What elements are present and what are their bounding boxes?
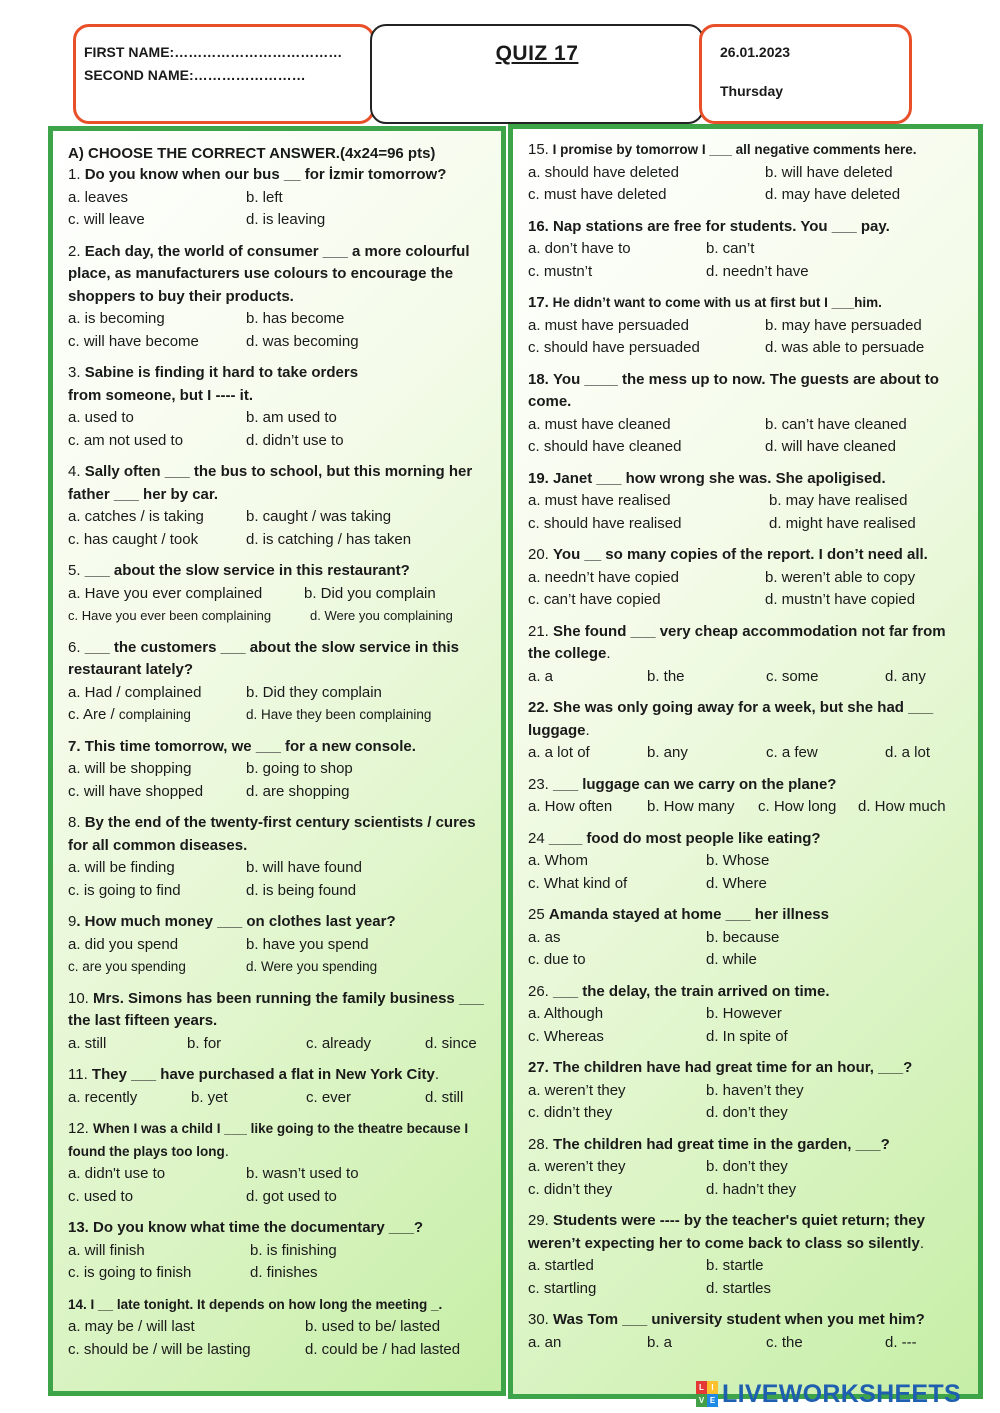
left-question-column <box>48 126 506 1396</box>
question-12: 12. When I was a child I ___ like going to the theatre because I found the plays too long. a. didn't use to b. wasn’t used to c. used to d. got used to <box>68 1118 489 1208</box>
option-c[interactable]: c. What kind of <box>528 874 628 892</box>
option-c[interactable]: c. didn’t they <box>528 1180 613 1198</box>
option-d[interactable]: d. might have realised <box>769 514 916 532</box>
option-b[interactable]: b. weren’t able to copy <box>765 568 916 586</box>
question-number: 18. <box>528 370 549 388</box>
option-d[interactable]: d. don’t they <box>706 1104 788 1121</box>
option-b[interactable]: b. can’t <box>706 240 755 257</box>
option-b[interactable]: b. Whose <box>706 852 770 869</box>
option-c[interactable]: c. a few <box>766 744 818 761</box>
question-stem: She was only going away for a week, but she had ___ luggage <box>528 699 934 739</box>
option-c[interactable]: c. should have persuaded <box>528 339 700 356</box>
logo-badge-icon <box>696 1381 718 1407</box>
option-d[interactable]: d. hadn’t they <box>706 1180 797 1198</box>
option-c[interactable]: c. the <box>766 1333 803 1351</box>
question-number: 8. <box>68 814 81 831</box>
option-c[interactable]: c. Whereas <box>528 1027 604 1045</box>
option-d[interactable]: d. may have deleted <box>765 186 901 203</box>
option-b[interactable]: b. How many <box>647 798 735 815</box>
question-number: 17. <box>528 294 549 311</box>
question-7 <box>68 736 489 804</box>
option-b[interactable]: b. Did you complain <box>304 584 436 602</box>
option-d[interactable]: d. a lot <box>885 744 931 761</box>
question-13 <box>68 1217 489 1285</box>
option-a[interactable]: a. weren’t they <box>528 1081 626 1099</box>
question-number: 23. <box>528 775 549 793</box>
option-a[interactable]: a. Had / complained <box>68 683 202 701</box>
option-a[interactable]: a. will finish <box>68 1241 145 1259</box>
option-b[interactable]: b. may have persuaded <box>765 316 922 334</box>
question-number: 22. <box>528 699 549 716</box>
option-a[interactable]: a. Although <box>528 1005 604 1022</box>
question-16 <box>528 216 970 284</box>
option-c[interactable]: c. used to <box>68 1187 134 1205</box>
question-stem: You ____ the mess up to now. The guests are about to come. <box>528 370 939 410</box>
question-stem: The children had great time in the garden, ___? <box>553 1135 890 1153</box>
question-number: 15. <box>528 141 549 158</box>
day-text: Thursday <box>720 83 784 99</box>
option-b[interactable]: b. the <box>647 667 685 685</box>
option-a[interactable]: a. a lot of <box>528 744 590 761</box>
option-b[interactable]: b. wasn’t used to <box>246 1165 359 1182</box>
question-stem: Students were ---- by the teacher's quiet return; they weren’t expecting her to come back to class so silently <box>528 1212 925 1252</box>
option-d[interactable]: d. while <box>706 951 757 968</box>
question-8 <box>68 812 489 902</box>
option-b[interactable]: b. startle <box>706 1257 764 1274</box>
question-stem: ___ the customers ___ about the slow service in this restaurant lately? <box>68 638 459 678</box>
option-d[interactable]: d. mustn’t have copied <box>765 591 916 608</box>
question-number: 27. <box>528 1059 549 1076</box>
option-b[interactable]: b. for <box>187 1034 222 1052</box>
question-11: 11. They ___ have purchased a flat in New York City. a. recently b. yet c. ever d. still <box>68 1064 489 1109</box>
option-d[interactable]: d. Were you spending <box>246 959 378 974</box>
question-28 <box>528 1134 970 1202</box>
option-a[interactable]: a. needn’t have copied <box>528 568 679 586</box>
option-c[interactable]: c. is going to find <box>68 881 181 899</box>
question-stem: ____ food do most people like eating? <box>548 829 821 847</box>
option-a[interactable]: a. may be / will last <box>68 1318 195 1335</box>
question-number: 20. <box>528 546 549 563</box>
question-30 <box>528 1309 970 1354</box>
logo-badge-letter: I <box>707 1381 718 1394</box>
option-c[interactable]: c. should have realised <box>528 514 682 532</box>
option-a[interactable]: a. will be shopping <box>68 760 192 777</box>
question-stem: ___ luggage can we carry on the plane? <box>553 775 837 793</box>
question-29: 29. Students were ---- by the teacher's quiet return; they weren’t expecting her to come back to class so silently. a. startled b. startle c. startling d. startles <box>528 1210 970 1300</box>
option-a[interactable]: a. will be finding <box>68 859 175 876</box>
option-b[interactable]: b. may have realised <box>769 492 908 509</box>
option-a[interactable]: a. still <box>68 1034 107 1052</box>
option-c[interactable]: c. will leave <box>68 211 145 228</box>
section-heading: A) CHOOSE THE CORRECT ANSWER.(4x24=96 pts) <box>68 145 436 162</box>
question-number: 2. <box>68 242 81 260</box>
logo-wordmark: LIVEWORKSHEETS <box>722 1379 961 1408</box>
question-stem: Do you know when our bus __ for İzmir tomorrow? <box>84 166 447 183</box>
option-d[interactable]: d. startles <box>706 1279 772 1297</box>
logo-badge-letter: E <box>707 1394 718 1407</box>
question-stem: Sally often ___ the bus to school, but this morning her father ___ her by car. <box>68 463 473 503</box>
second-name-field[interactable]: SECOND NAME:…………………… <box>84 67 306 83</box>
question-stem: The children have had great time for an hour, ___? <box>553 1059 913 1076</box>
option-d[interactable]: d. is being found <box>246 881 357 899</box>
option-a[interactable]: a. didn't use to <box>68 1165 166 1182</box>
question-20 <box>528 544 970 612</box>
question-number: 7. <box>68 737 81 755</box>
option-a[interactable]: a. startled <box>528 1257 594 1274</box>
option-c[interactable]: c. should be / will be lasting <box>68 1340 251 1358</box>
question-number: 13. <box>68 1219 89 1236</box>
question-14 <box>68 1294 489 1362</box>
option-d[interactable]: d. any <box>885 667 926 685</box>
option-a[interactable]: a. is becoming <box>68 310 165 327</box>
option-b[interactable]: b. is finishing <box>250 1241 337 1259</box>
question-21: 21. She found ___ very cheap accommodation not far from the college. a. a b. the c. some d. any <box>528 621 970 689</box>
question-stem: She found ___ very cheap accommodation not far from the college <box>528 622 946 662</box>
option-c[interactable]: c. already <box>306 1034 372 1052</box>
liveworksheets-logo[interactable] <box>696 1380 961 1408</box>
option-b[interactable]: b. Did they complain <box>246 683 382 701</box>
logo-badge-letter: V <box>696 1394 707 1407</box>
option-d[interactable]: d. finishes <box>250 1264 318 1281</box>
option-a[interactable]: a. must have realised <box>528 492 671 509</box>
question-4 <box>68 461 489 551</box>
question-number: 19. <box>528 469 549 487</box>
option-c-suffix: complaining <box>118 707 191 722</box>
option-d[interactable]: d. In spite of <box>706 1027 788 1045</box>
question-25 <box>528 904 970 972</box>
option-d[interactable]: d. was becoming <box>246 332 359 350</box>
option-c[interactable]: c. will have shopped <box>68 782 204 800</box>
question-number: 10. <box>68 989 89 1007</box>
option-b[interactable]: b. any <box>647 744 688 761</box>
option-d[interactable]: d. is leaving <box>246 211 326 228</box>
question-number: 12. <box>68 1120 89 1137</box>
question-stem: This time tomorrow, we ___ for a new console. <box>84 737 416 755</box>
question-stem: Amanda stayed at home ___ her illness <box>548 906 829 923</box>
question-17 <box>528 292 970 360</box>
option-c[interactable]: c. can’t have copied <box>528 591 661 608</box>
option-a[interactable]: a. How often <box>528 798 613 815</box>
option-d[interactable]: d. Were you complaining <box>310 608 453 623</box>
option-b[interactable]: b. will have found <box>246 859 362 876</box>
option-c[interactable]: c. How long <box>758 798 837 815</box>
question-stem: Sabine is finding it hard to take orders from someone, but I ---- it. <box>68 364 359 404</box>
question-number: 21. <box>528 622 549 640</box>
question-stem: ___ the delay, the train arrived on time. <box>553 982 830 1000</box>
page-title: QUIZ 17 <box>495 42 579 65</box>
question-27 <box>528 1057 970 1125</box>
option-d[interactable]: d. How much <box>858 798 946 815</box>
option-a[interactable]: a. a <box>528 667 554 685</box>
option-b[interactable]: b. am used to <box>246 409 337 426</box>
option-d[interactable]: d. needn’t have <box>706 262 809 280</box>
question-number: 9 <box>68 913 77 930</box>
option-c[interactable]: c. am not used to <box>68 431 184 449</box>
option-c-prefix: c. Are / <box>68 706 115 723</box>
question-stem: Was Tom ___ university student when you met him? <box>553 1311 925 1328</box>
date-box <box>699 24 912 124</box>
question-number: 6. <box>68 638 81 656</box>
question-19 <box>528 468 970 536</box>
question-number: 4. <box>68 463 81 480</box>
option-c[interactable]: c. should have cleaned <box>528 438 682 455</box>
question-23 <box>528 774 970 819</box>
question-5 <box>68 560 489 628</box>
name-box <box>73 24 375 124</box>
question-number: 29. <box>528 1212 549 1229</box>
option-a[interactable]: a. recently <box>68 1088 138 1106</box>
question-stem: I promise by tomorrow I ___ all negative comments here. <box>552 142 917 157</box>
option-a[interactable]: a. used to <box>68 409 134 426</box>
question-stem: Nap stations are free for students. You ___ pay. <box>553 217 890 235</box>
option-b[interactable]: b. left <box>246 188 283 206</box>
option-b[interactable]: b. can’t have cleaned <box>765 415 907 433</box>
option-a[interactable]: a. weren’t they <box>528 1158 626 1175</box>
option-c[interactable]: c. will have become <box>68 332 199 350</box>
option-c[interactable]: c. startling <box>528 1279 597 1297</box>
question-stem: Each day, the world of consumer ___ a more colourful place, as manufacturers use colours to encourage the shoppers to buy their products. <box>68 242 470 305</box>
option-b[interactable]: b. going to shop <box>246 760 353 777</box>
option-b[interactable]: b. will have deleted <box>765 163 893 181</box>
question-24 <box>528 828 970 896</box>
option-c[interactable]: c. is going to finish <box>68 1264 192 1281</box>
question-18 <box>528 369 970 459</box>
title-box <box>370 24 704 124</box>
question-stem: Mrs. Simons has been running the family business ___ the last fifteen years. <box>68 989 484 1029</box>
option-b[interactable]: b. caught / was taking <box>246 508 392 525</box>
question-2 <box>68 241 489 354</box>
option-a[interactable]: a. should have deleted <box>528 163 679 181</box>
option-c[interactable]: c. mustn’t <box>528 262 593 280</box>
option-d[interactable]: d. was able to persuade <box>765 339 925 356</box>
logo-badge-letter: L <box>696 1381 707 1394</box>
question-stem: He didn’t want to come with us at first but I ___him. <box>552 295 882 310</box>
question-number: 30. <box>528 1311 549 1328</box>
question-3 <box>68 362 489 452</box>
option-c[interactable]: c. Have you ever been complaining <box>68 608 272 623</box>
option-a[interactable]: a. must have cleaned <box>528 415 671 433</box>
question-number: 25 <box>528 906 545 923</box>
option-d[interactable]: d. is catching / has taken <box>246 530 412 548</box>
option-b[interactable]: b. a <box>647 1333 673 1351</box>
option-b[interactable]: b. has become <box>246 310 345 327</box>
question-number: 24 <box>528 829 545 847</box>
question-number: 28. <box>528 1135 549 1153</box>
question-number: 3. <box>68 364 81 381</box>
option-b[interactable]: b. used to be/ lasted <box>305 1318 441 1335</box>
option-b[interactable]: b. haven’t they <box>706 1081 804 1099</box>
option-a[interactable]: a. Have you ever complained <box>68 584 263 602</box>
option-a[interactable]: a. did you spend <box>68 935 179 953</box>
option-d[interactable]: d. --- <box>885 1333 917 1351</box>
option-c[interactable]: c. didn’t they <box>528 1104 613 1121</box>
question-number: 14. <box>68 1296 87 1312</box>
right-question-column <box>508 124 983 1399</box>
question-1 <box>68 164 489 232</box>
question-number: 1. <box>68 166 81 183</box>
option-a[interactable]: a. leaves <box>68 188 129 206</box>
question-22: 22. She was only going away for a week, but she had ___ luggage. a. a lot of b. any c. a few d. a lot <box>528 697 970 765</box>
question-15 <box>528 139 970 207</box>
date-text: 26.01.2023 <box>720 44 791 60</box>
option-a[interactable]: a. Whom <box>528 852 589 869</box>
option-d[interactable]: d. didn’t use to <box>246 431 344 449</box>
option-a[interactable]: a. must have persuaded <box>528 316 689 334</box>
option-d[interactable]: d. still <box>425 1088 464 1106</box>
option-c[interactable]: c. due to <box>528 951 586 968</box>
question-number: 5. <box>68 562 81 579</box>
option-a[interactable]: a. as <box>528 928 561 946</box>
option-a[interactable]: a. an <box>528 1333 562 1351</box>
question-stem: By the end of the twenty-first century scientists / cures for all common diseases. <box>68 814 476 854</box>
question-9 <box>68 911 489 979</box>
option-c[interactable]: c. are you spending <box>68 959 186 974</box>
question-number: 16. <box>528 217 549 235</box>
question-stem: . How much money ___ on clothes last year? <box>76 913 396 930</box>
option-b[interactable]: b. have you spend <box>246 935 369 953</box>
question-stem: You __ so many copies of the report. I don’t need all. <box>553 546 928 563</box>
option-b[interactable]: b. because <box>706 928 780 946</box>
question-number: 11. <box>68 1066 88 1083</box>
option-c[interactable]: c. some <box>766 667 819 685</box>
option-d[interactable]: d. are shopping <box>246 782 350 800</box>
question-number: 26. <box>528 982 549 1000</box>
option-c[interactable]: c. ever <box>306 1088 352 1106</box>
question-stem: Do you know what time the documentary ___? <box>93 1219 424 1236</box>
question-stem: When I was a child I ___ like going to the theatre because I found the plays too long <box>68 1121 469 1159</box>
option-b[interactable]: b. yet <box>191 1088 228 1106</box>
question-stem: ___ about the slow service in this restaurant? <box>84 562 410 579</box>
option-b[interactable]: b. However <box>706 1005 782 1022</box>
option-d[interactable]: d. Where <box>706 874 767 892</box>
option-d[interactable]: d. got used to <box>246 1187 337 1205</box>
question-stem: Janet ___ how wrong she was. She apoligised. <box>553 469 886 487</box>
option-d[interactable]: d. Have they been complaining <box>246 707 432 722</box>
option-b[interactable]: b. don’t they <box>706 1158 788 1175</box>
option-d[interactable]: d. will have cleaned <box>765 438 896 455</box>
question-10 <box>68 988 489 1056</box>
question-stem: I __ late tonight. It depends on how long the meeting _. <box>90 1296 443 1312</box>
option-a[interactable]: a. don’t have to <box>528 240 631 257</box>
option-d[interactable]: d. since <box>425 1034 477 1052</box>
option-c[interactable] <box>68 704 246 727</box>
question-stem: They ___ have purchased a flat in New York City <box>91 1066 435 1083</box>
option-d[interactable]: d. could be / had lasted <box>305 1340 461 1358</box>
question-26 <box>528 981 970 1049</box>
option-a[interactable]: a. catches / is taking <box>68 508 204 525</box>
option-c[interactable]: c. must have deleted <box>528 186 667 203</box>
first-name-field[interactable]: FIRST NAME:……………………………… <box>84 44 343 60</box>
question-6 <box>68 637 489 727</box>
option-c[interactable]: c. has caught / took <box>68 530 199 548</box>
